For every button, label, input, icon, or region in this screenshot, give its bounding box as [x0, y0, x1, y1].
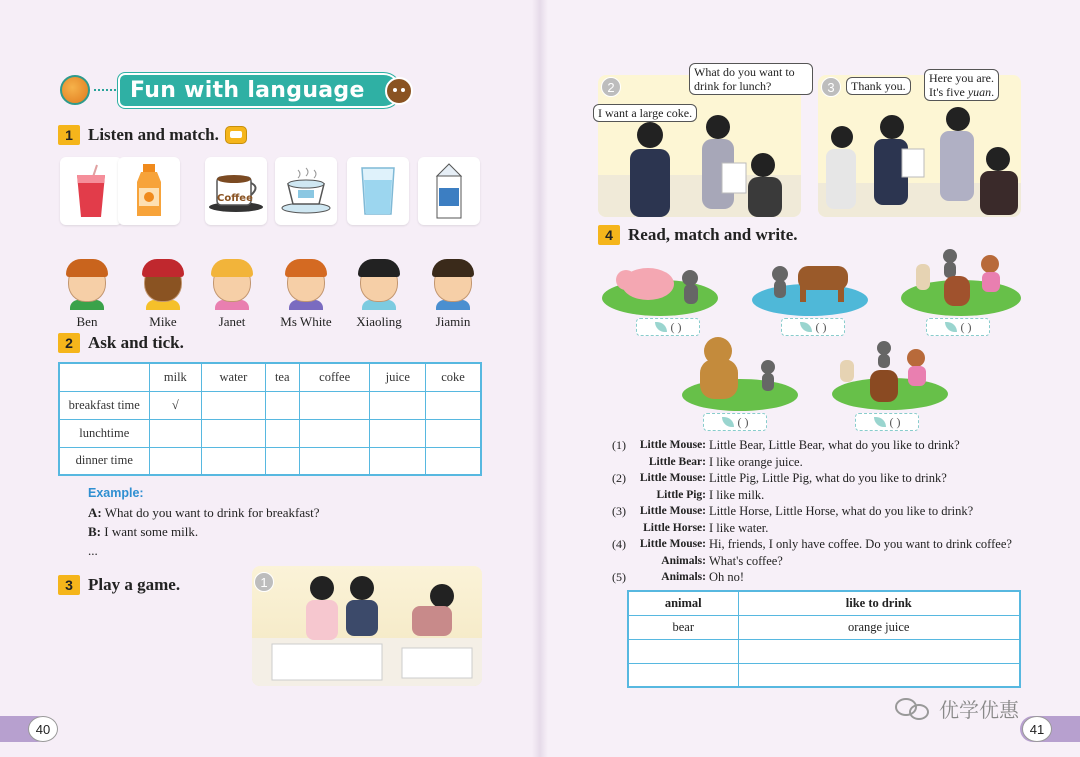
table-cell[interactable] — [202, 391, 265, 419]
section-title: Listen and match. — [88, 125, 219, 144]
character-name: Ben — [76, 314, 98, 329]
line-number — [612, 553, 632, 570]
table-cell[interactable]: bear — [628, 615, 738, 639]
book-gutter — [532, 0, 548, 757]
table-cell[interactable] — [265, 391, 299, 419]
line-text: Hi, friends, I only have coffee. Do you want to drink coffee? — [709, 537, 1012, 551]
line-text: I like milk. — [709, 487, 765, 502]
line-text: I like orange juice. — [709, 454, 803, 469]
table-row — [628, 663, 1020, 687]
table-row — [59, 447, 481, 475]
ask-and-tick-table — [58, 362, 482, 476]
character-name: Xiaoling — [356, 314, 402, 329]
water-glass-icon — [358, 164, 398, 218]
page-number-right: 41 — [1022, 716, 1052, 742]
coffee-cup-icon — [207, 169, 265, 213]
watermark-text: 优学优惠 — [939, 698, 1019, 722]
section-1-heading — [58, 125, 247, 145]
drink-tile-coke — [60, 157, 122, 225]
table-header-cell — [59, 363, 149, 391]
drink-tile-water — [347, 157, 409, 225]
character-janet — [197, 262, 267, 330]
coke-icon — [71, 163, 111, 219]
line-text: I like water. — [709, 520, 769, 535]
table-header-cell: animal — [628, 591, 738, 615]
speaker-label: Little Mouse: — [639, 505, 706, 517]
speaker-label: A: — [88, 505, 102, 520]
character-name: Jiamin — [435, 314, 471, 329]
star-logo-icon — [60, 75, 90, 105]
blank-text: ( ) — [815, 319, 827, 334]
character-mike — [128, 262, 198, 330]
example-text: What do you want to drink for breakfast? — [104, 505, 320, 520]
section-number: 3 — [58, 575, 80, 595]
blank-text: ( ) — [960, 319, 972, 334]
table-header-cell: milk — [149, 363, 202, 391]
tea-cup-icon — [278, 166, 334, 216]
dialogue-line — [612, 437, 1012, 454]
face-icon — [360, 262, 398, 302]
table-row-label: breakfast time — [59, 391, 149, 419]
table-header-cell: juice — [370, 363, 426, 391]
line-text: Little Horse, Little Horse, what do you like to drink? — [709, 504, 974, 518]
line-text: Little Bear, Little Bear, what do you like to drink? — [709, 438, 960, 452]
horse-and-mouse-scene — [750, 248, 870, 318]
table-cell[interactable] — [370, 391, 426, 419]
dialogue-line — [612, 454, 1012, 471]
bubble-line: Here you are. — [929, 71, 994, 85]
table-header-cell: water — [202, 363, 265, 391]
face-icon — [434, 262, 472, 302]
table-row — [628, 639, 1020, 663]
answer-blank[interactable] — [855, 413, 919, 431]
dialogue-line — [612, 536, 1012, 553]
drink-tile-coffee — [205, 157, 267, 225]
table-cell[interactable] — [426, 447, 481, 475]
speaker-label: Little Bear: — [648, 455, 706, 468]
juice-bottle-icon — [131, 162, 167, 220]
photo-badge: 2 — [601, 77, 621, 97]
face-icon — [68, 262, 106, 302]
speaker-label: B: — [88, 524, 101, 539]
speaker-label: Little Mouse: — [639, 439, 706, 451]
speaker-label: Little Mouse: — [639, 472, 706, 484]
dialogue-line — [612, 569, 1012, 586]
drink-tile-milk — [418, 157, 480, 225]
animal-drink-table — [627, 590, 1021, 688]
speaker-label: Animals: — [661, 571, 706, 583]
coffee-label: Coffee — [217, 193, 253, 204]
speech-bubble — [924, 69, 999, 101]
table-header-cell: like to drink — [738, 591, 1020, 615]
banner-title-text: Fun with language — [130, 77, 365, 103]
table-cell[interactable] — [426, 391, 481, 419]
table-row — [59, 391, 481, 419]
animals-coffee-scene — [830, 338, 950, 413]
line-number — [612, 454, 632, 471]
table-cell[interactable] — [299, 447, 370, 475]
character-jiamin — [418, 262, 488, 330]
dialogue-line — [612, 487, 1012, 504]
section-title: Read, match and write. — [628, 225, 798, 244]
dialogue-line — [612, 470, 1012, 487]
blank-text: ( ) — [737, 414, 749, 429]
game-photo — [252, 566, 482, 686]
line-text: What's coffee? — [709, 553, 783, 568]
table-row-label: dinner time — [59, 447, 149, 475]
speaker-label: Little Mouse: — [639, 538, 706, 550]
dialogue-line — [612, 553, 1012, 570]
example-dialogue — [88, 484, 320, 560]
milk-carton-icon — [429, 162, 469, 220]
photo-badge: 3 — [821, 77, 841, 97]
table-row — [628, 615, 1020, 639]
cassette-icon[interactable] — [225, 126, 247, 144]
line-number: (5) — [612, 570, 626, 584]
section-number: 1 — [58, 125, 80, 145]
photo-badge: 1 — [254, 572, 274, 592]
example-ellipsis: ... — [88, 543, 98, 558]
pig-and-mouse-scene — [600, 252, 720, 318]
speech-bubble: Thank you. — [846, 77, 911, 95]
story-dialogue — [612, 437, 1012, 586]
children-buying-coke-photo — [598, 75, 801, 217]
leaf-icon — [655, 322, 667, 332]
table-cell[interactable] — [265, 419, 299, 447]
table-cell[interactable] — [738, 663, 1020, 687]
table-cell[interactable] — [738, 639, 1020, 663]
line-text: Oh no! — [709, 570, 745, 584]
blank-text: ( ) — [889, 414, 901, 429]
table-cell[interactable] — [628, 663, 738, 687]
table-cell[interactable] — [149, 447, 202, 475]
animals-group-scene — [900, 242, 1022, 318]
page-number-left: 40 — [28, 716, 58, 742]
bear-and-mouse-scene — [680, 333, 800, 413]
children-drawing-photo — [252, 566, 482, 686]
face-icon — [287, 262, 325, 302]
speaker-label: Little Pig: — [656, 488, 706, 501]
banner-divider — [94, 89, 116, 91]
answer-blank[interactable] — [926, 318, 990, 336]
table-header-row — [59, 363, 481, 391]
wechat-icon — [895, 696, 933, 722]
table-cell[interactable] — [265, 447, 299, 475]
speech-bubble: What do you want to drink for lunch? — [689, 63, 813, 95]
banner-title — [120, 75, 399, 106]
line-text: Little Pig, Little Pig, what do you like to drink? — [709, 471, 947, 485]
leaf-icon — [800, 322, 812, 332]
example-line-b — [88, 522, 320, 541]
leaf-icon — [722, 417, 734, 427]
character-name: Mike — [149, 314, 177, 329]
table-cell[interactable] — [628, 639, 738, 663]
table-cell[interactable] — [149, 419, 202, 447]
character-name: Janet — [218, 314, 246, 329]
lunch-photo — [598, 75, 801, 217]
dialogue-line — [612, 503, 1012, 520]
section-2-heading — [58, 333, 184, 353]
speaker-label: Animals: — [661, 554, 706, 567]
section-title: Ask and tick. — [88, 333, 184, 352]
speech-bubble: I want a large coke. — [593, 104, 697, 122]
section-3-heading — [58, 575, 180, 595]
dialogue-line — [612, 520, 1012, 537]
line-number: (4) — [612, 537, 626, 551]
leaf-icon — [945, 322, 957, 332]
bubble-text: It's five — [929, 85, 968, 99]
watermark — [895, 694, 1019, 723]
table-cell[interactable] — [299, 419, 370, 447]
table-header-cell: coke — [426, 363, 481, 391]
unit-banner — [60, 72, 399, 108]
blank-text: ( ) — [670, 319, 682, 334]
character-xiaoling — [344, 262, 414, 330]
table-row-label: lunchtime — [59, 419, 149, 447]
line-number: (3) — [612, 504, 626, 518]
example-line-a — [88, 503, 320, 522]
table-header-cell: tea — [265, 363, 299, 391]
table-cell[interactable] — [370, 447, 426, 475]
table-cell[interactable] — [299, 391, 370, 419]
line-number — [612, 487, 632, 504]
line-number: (1) — [612, 438, 626, 452]
table-cell[interactable]: √ — [149, 391, 202, 419]
section-number: 2 — [58, 333, 80, 353]
line-number: (2) — [612, 471, 626, 485]
drink-tile-tea — [275, 157, 337, 225]
bubble-italic-text: yuan — [967, 85, 992, 99]
example-label: Example: — [88, 486, 144, 500]
section-title: Play a game. — [88, 575, 181, 594]
bubble-line — [929, 85, 994, 99]
line-number — [612, 520, 632, 537]
example-text: I want some milk. — [104, 524, 199, 539]
table-cell[interactable] — [370, 419, 426, 447]
character-ben — [52, 262, 122, 330]
section-number: 4 — [598, 225, 620, 245]
section-4-heading — [598, 225, 798, 245]
table-header-row — [628, 591, 1020, 615]
answer-blank[interactable] — [703, 413, 767, 431]
table-cell[interactable] — [202, 447, 265, 475]
child-face-icon — [385, 77, 413, 105]
drink-tile-juice — [118, 157, 180, 225]
leaf-icon — [874, 417, 886, 427]
table-row — [59, 419, 481, 447]
speaker-label: Little Horse: — [643, 521, 706, 534]
table-cell[interactable] — [426, 419, 481, 447]
table-cell[interactable]: orange juice — [738, 615, 1020, 639]
character-name: Ms White — [280, 314, 332, 329]
face-icon — [213, 262, 251, 302]
face-icon — [144, 262, 182, 302]
bubble-text: . — [991, 85, 995, 99]
table-cell[interactable] — [202, 419, 265, 447]
table-header-cell: coffee — [299, 363, 370, 391]
character-ms-white — [271, 262, 341, 330]
